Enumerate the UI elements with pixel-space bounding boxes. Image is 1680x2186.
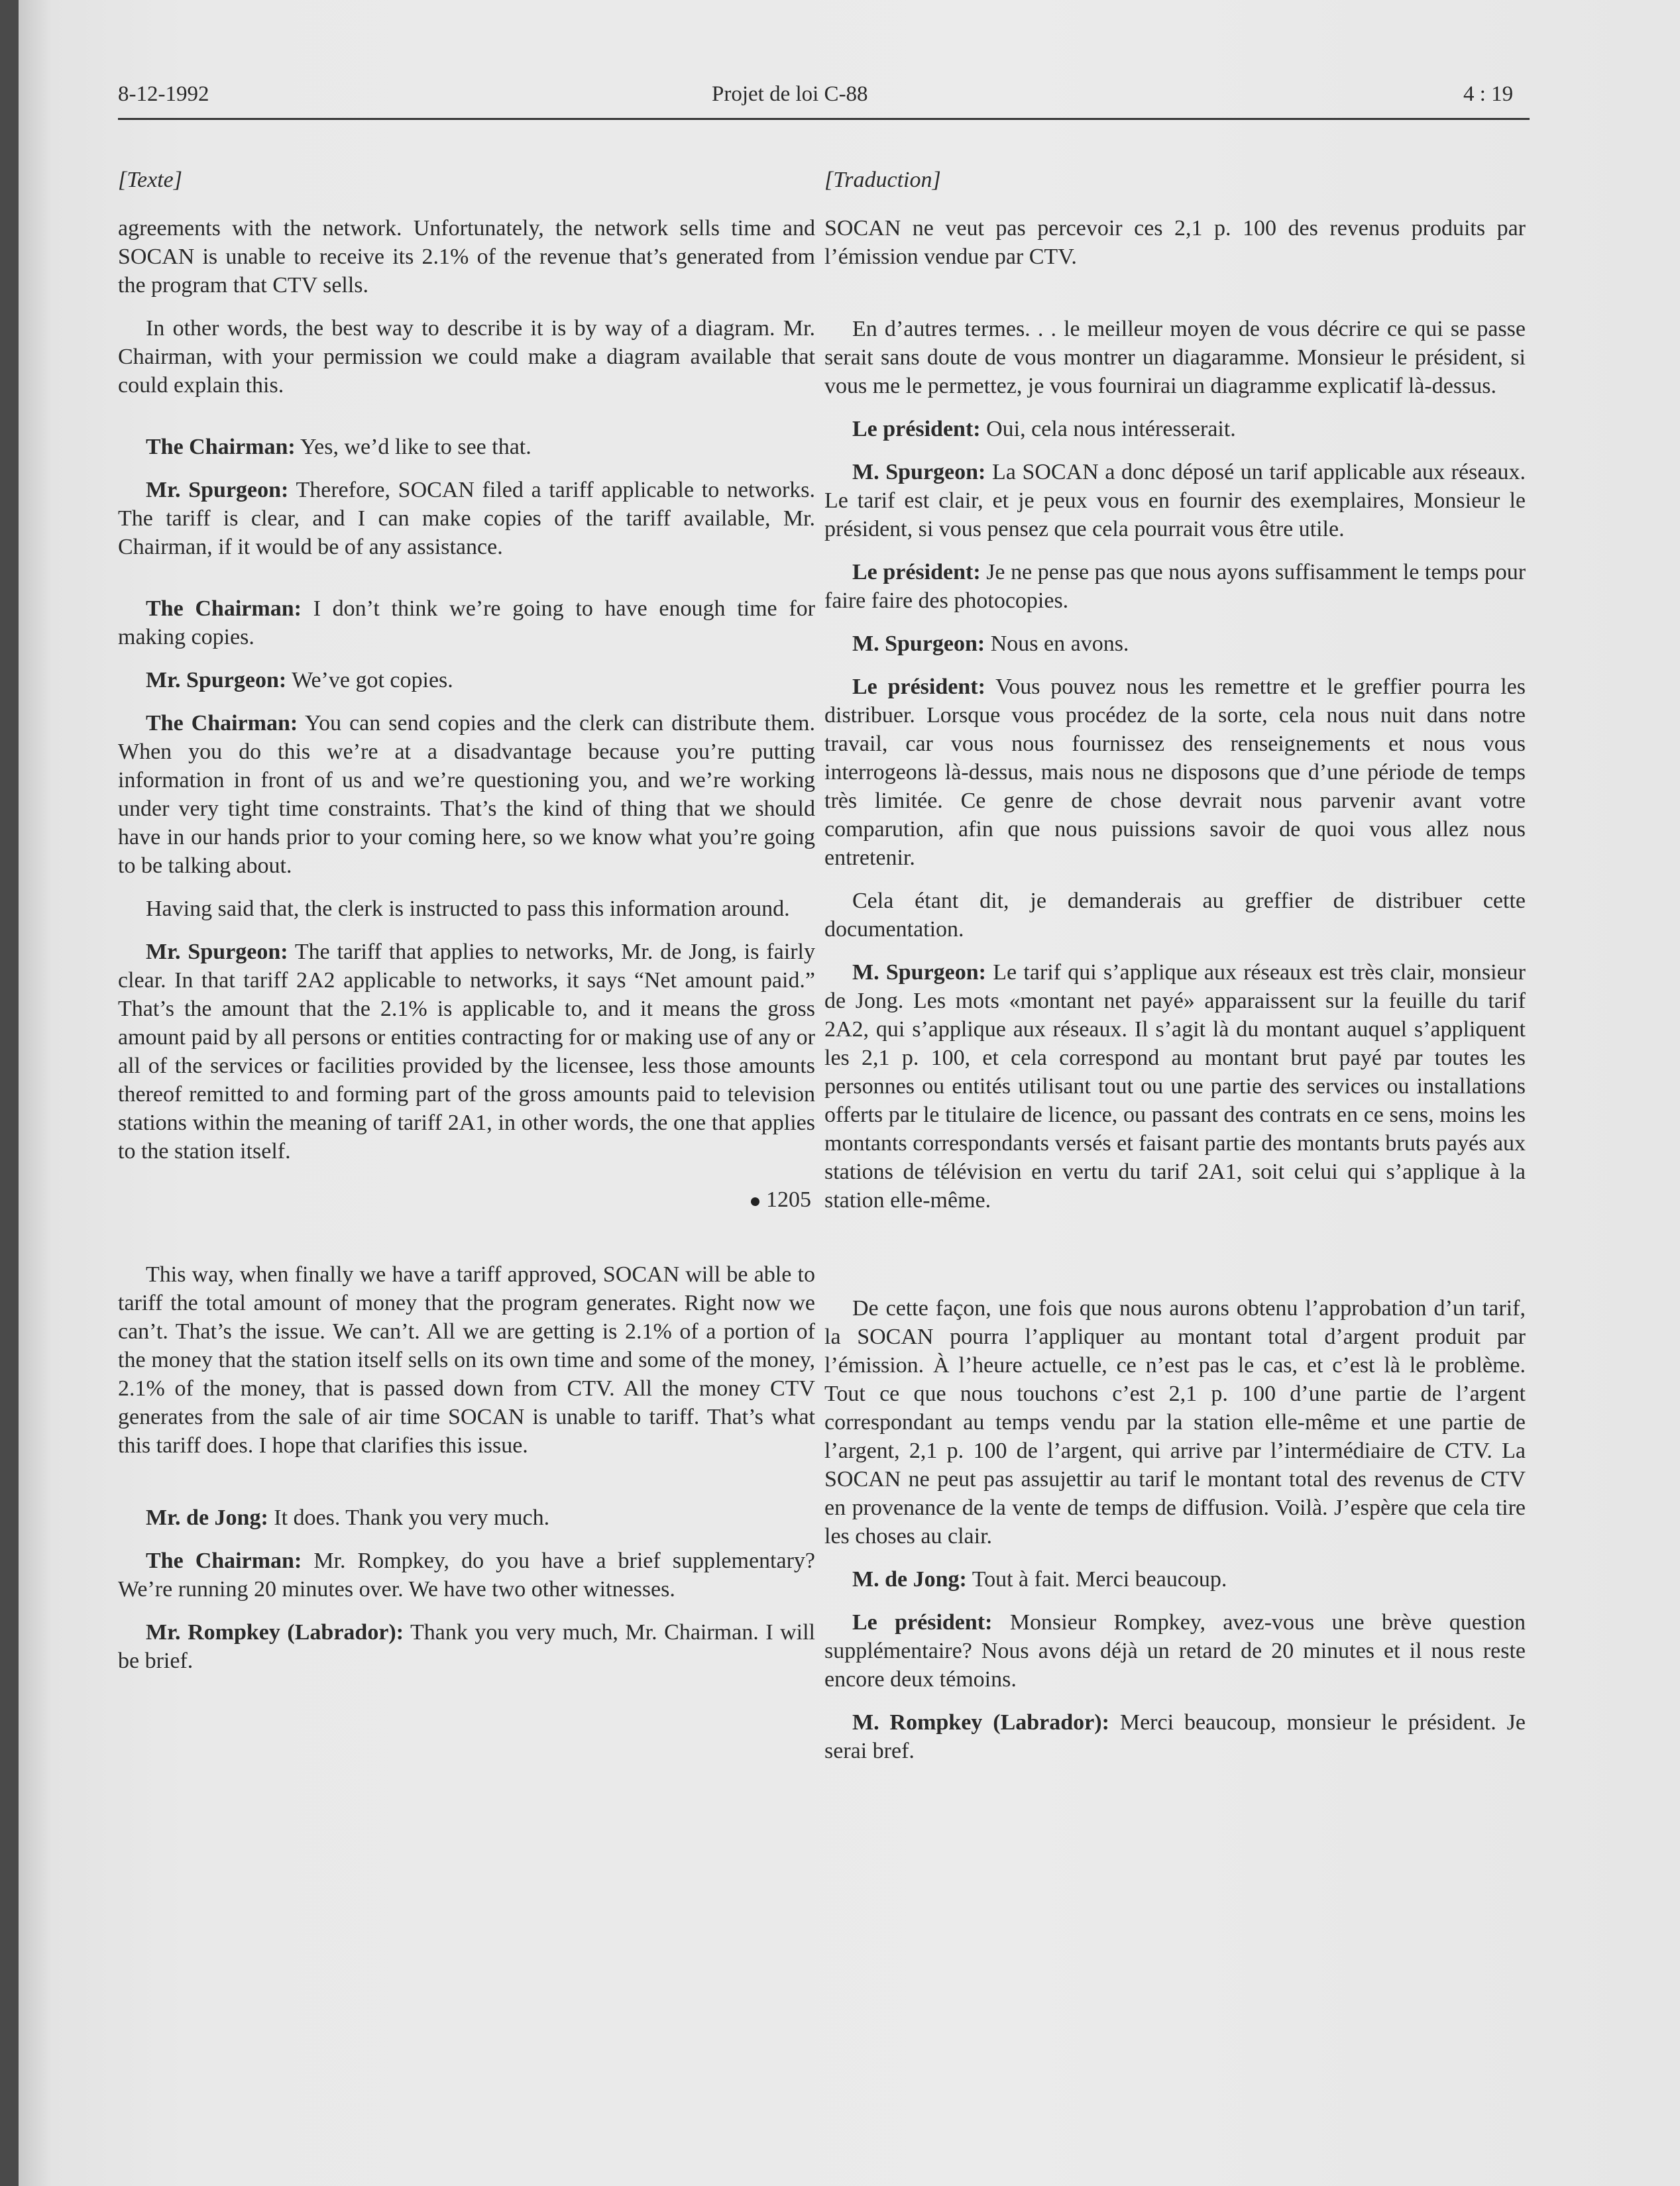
speaker-name: Le président: — [852, 417, 981, 441]
paragraph: Le président: Je ne pense pas que nous ayons suffisamment le temps pour faire faire des photocopies. — [824, 560, 1526, 613]
speaker-name: The Chairman: — [146, 435, 296, 459]
paragraph: agreements with the network. Unfortunately, the network sells time and SOCAN is unable to receive its 2.1% of the revenue that’s generated from the program that CTV sells. — [118, 216, 815, 298]
paragraph: Mr. de Jong: It does. Thank you very much. — [146, 1505, 550, 1530]
paragraph: M. de Jong: Tout à fait. Merci beaucoup. — [852, 1567, 1227, 1592]
speaker-name: M. Rompkey (Labrador): — [852, 1710, 1109, 1735]
paragraph: This way, when finally we have a tariff approved, SOCAN will be able to tariff the total amount of money that the program generates. Right now we can’t. That’s the issue. We can’t. All we are getting is 2.1% of a portion of the money that the station itself sells on its own time and some of the money, 2.1% of the money, that is passed down from CTV. All the money CTV generates from the sale of air time SOCAN is unable to tariff. That’s what this tariff does. I hope that clarifies this issue. — [118, 1262, 815, 1458]
paragraph: Cela étant dit, je demanderais au greffier de distribuer cette documentation. — [824, 889, 1526, 942]
paragraph: The Chairman: You can send copies and the clerk can distribute them. When you do this we’re at a disadvantage because you’re putting information in front of us and we’re questioning you, and we’re working under very tight time constraints. That’s the kind of thing that we should have in our hands prior to your coming here, so we know what you’re going to be talking about. — [118, 711, 815, 878]
paragraph: The Chairman: Mr. Rompkey, do you have a brief supplementary? We’re running 20 minutes over. We have two other witnesses. — [118, 1549, 816, 1602]
paragraph: Mr. Spurgeon: The tariff that applies to networks, Mr. de Jong, is fairly clear. In that tariff 2A2 applicable to networks, it says “Net amount paid.” That’s the amount that the 2.1% is applicable to, and it means the gross amount paid by all persons or entities contracting for or making use of any or all of the services or facilities provided by the licensee, less those amounts thereof remitted to and forming part of the gross amounts paid to television stations within the meaning of tariff 2A1, in other words, the one that applies to the station itself. — [118, 940, 815, 1164]
paragraph: Mr. Rompkey (Labrador): Thank you very much, Mr. Chairman. I will be brief. — [118, 1620, 815, 1673]
time-marker: 1205 — [118, 1185, 811, 1214]
speaker-name: The Chairman: — [146, 1549, 302, 1573]
column-english — [118, 166, 815, 1690]
bullet-icon — [751, 1197, 759, 1206]
paragraph: M. Spurgeon: La SOCAN a donc déposé un tarif applicable aux réseaux. Le tarif est clair, et je peux vous en fournir des exemplaires, Monsieur le président, si vous pensez que cela pourrait vous être utile. — [824, 460, 1526, 541]
speaker-name: Mr. Spurgeon: — [146, 668, 287, 692]
paragraph: Mr. Spurgeon: Therefore, SOCAN filed a tariff applicable to networks. The tariff is clear, and I can make copies of the tariff available, Mr. Chairman, if it would be of any assistance. — [118, 478, 816, 559]
speaker-name: The Chairman: — [146, 596, 302, 621]
speaker-name: Mr. Spurgeon: — [146, 478, 289, 502]
paragraph: Having said that, the clerk is instructed to pass this information around. — [146, 897, 790, 921]
speaker-name: M. Spurgeon: — [852, 460, 986, 484]
paragraph: M. Spurgeon: Nous en avons. — [852, 631, 1129, 656]
speaker-name: M. Spurgeon: — [852, 631, 985, 656]
paragraph: The Chairman: I don’t think we’re going to have enough time for making copies. — [118, 596, 815, 649]
header-date: 8-12-1992 — [118, 82, 209, 106]
paragraph: De cette façon, une fois que nous aurons obtenu l’approbation d’un tarif, la SOCAN pourra l’appliquer au montant total d’argent produit par l’émission. À l’heure actuelle, ce n’est pas le cas, et c’est là le problème. Tout ce que nous touchons c’est 2,1 p. 100 d’une partie de l’argent correspondant au temps vendu par la station elle-même et une partie de l’argent, 2,1 p. 100 de l’argent, qui arrive par l’intermédiaire de CTV. La SOCAN ne peut pas assujettir au tarif le montant total des revenus de CTV en provenance de la vente de temps de diffusion. Voilà. J’espère que cela tire les choses au clair. — [824, 1296, 1526, 1549]
column-label-traduction: [Traduction] — [824, 168, 941, 192]
speaker-name: Le président: — [852, 675, 985, 699]
header-title: Projet de loi C-88 — [712, 82, 868, 106]
paragraph: Le président: Monsieur Rompkey, avez-vous une brève question supplémentaire? Nous avons déjà un retard de 20 minutes et il nous reste encore deux témoins. — [824, 1610, 1526, 1692]
speaker-name: Le président: — [852, 1610, 993, 1635]
speaker-name: Mr. Rompkey (Labrador): — [146, 1620, 404, 1645]
paragraph: Le président: Vous pouvez nous les remettre et le greffier pourra les distribuer. Lorsque vous procédez de la sorte, cela nous nuit dans notre travail, car vous nous fournissez des renseignements et nous vous interrogeons là-dessus, mais nous ne disposons que d’une période de temps très limitée. Ce genre de chose devrait nous parvenir avant votre comparution, afin que nous puissions savoir de quoi vous allez nous entretenir. — [824, 675, 1526, 870]
speaker-name: Mr. de Jong: — [146, 1505, 268, 1530]
paragraph: M. Spurgeon: Le tarif qui s’applique aux réseaux est très clair, monsieur de Jong. Les mots «montant net payé» apparaissent sur la feuille du tarif 2A2, qui s’applique aux réseaux. Il s’agit là du montant auquel s’appliquent les 2,1 p. 100, et cela correspond au montant brut payé par toutes les personnes ou entités utilisant tout ou une partie des services ou installations offerts par le titulaire de licence, ou passant des contrats en ce sens, moins les montants correspondants versés et faisant partie des montants bruts payés aux stations de télévision en vertu du tarif 2A1, soit celui qui s’applique à la station elle-même. — [824, 960, 1526, 1213]
paragraph: SOCAN ne veut pas percevoir ces 2,1 p. 100 des revenus produits par l’émission vendue par CTV. — [824, 216, 1526, 269]
paragraph: Le président: Oui, cela nous intéresserait. — [852, 417, 1236, 441]
speaker-name: The Chairman: — [146, 711, 298, 736]
paragraph: In other words, the best way to describe it is by way of a diagram. Mr. Chairman, with your permission we could make a diagram available that could explain this. — [118, 316, 815, 398]
document-page — [19, 0, 1680, 2186]
speaker-name: Mr. Spurgeon: — [146, 940, 288, 964]
speaker-name: Le président: — [852, 560, 981, 584]
paragraph: Mr. Spurgeon: We’ve got copies. — [146, 668, 453, 692]
paragraph: M. Rompkey (Labrador): Merci beaucoup, monsieur le président. Je serai bref. — [824, 1710, 1526, 1763]
header-rule — [118, 118, 1530, 120]
speaker-name: M. de Jong: — [852, 1567, 967, 1592]
column-label-texte: [Texte] — [118, 168, 182, 192]
header-page-number: 4 : 19 — [1463, 82, 1514, 106]
paragraph: The Chairman: Yes, we’d like to see that. — [146, 435, 532, 459]
speaker-name: M. Spurgeon: — [852, 960, 986, 985]
column-french — [824, 166, 1526, 1780]
paragraph: En d’autres termes. . . le meilleur moyen de vous décrire ce qui se passe serait sans doute de vous montrer un diagaramme. Monsieur le président, si vous me le permettez, je vous fournirai un diagramme explicatif là-dessus. — [824, 317, 1526, 398]
